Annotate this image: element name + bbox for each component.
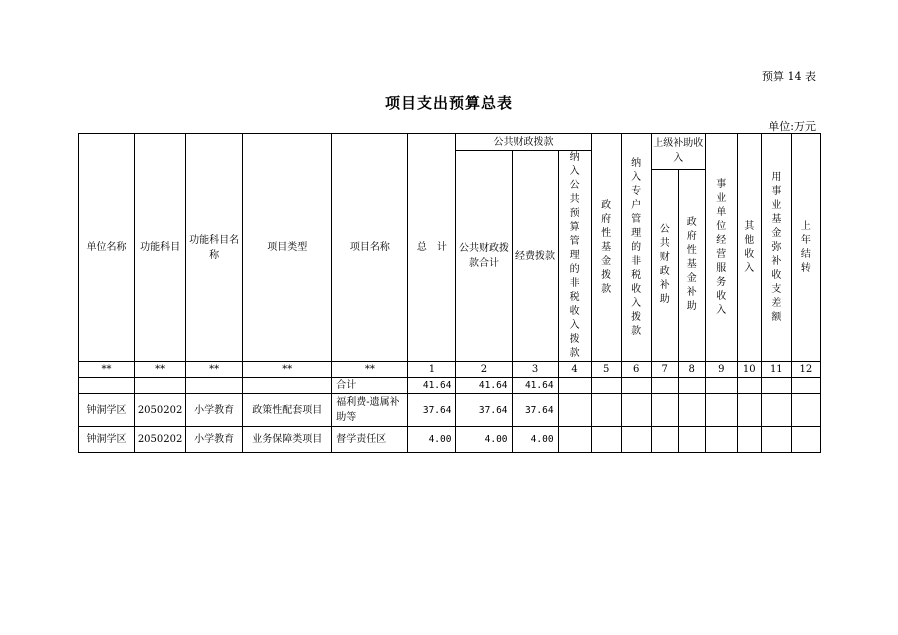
col-business-income: 事业单位经营服务收入: [705, 134, 737, 362]
public-total-cell: 37.64: [456, 394, 512, 427]
index-cell: 5: [591, 362, 621, 378]
col-carryover: 上年结转: [791, 134, 820, 362]
public-total-cell: 4.00: [456, 427, 512, 453]
index-cell: **: [332, 362, 408, 378]
funding-cell: 37.64: [512, 394, 558, 427]
index-cell: 1: [408, 362, 456, 378]
table-number: 预算 14 表: [762, 70, 816, 83]
total-cell: 37.64: [408, 394, 456, 427]
index-row: [79, 362, 821, 378]
col-funding: 经费拨款: [512, 151, 558, 362]
col-public-finance-total: 公共财政拨款合计: [456, 151, 512, 362]
code-cell: 2050202: [135, 427, 186, 453]
table-row: [79, 394, 821, 427]
total-public-value: 41.64: [456, 378, 512, 394]
index-cell: 4: [558, 362, 591, 378]
name-cell: 福利费-遗属补助等: [332, 394, 408, 427]
name-cell: 督学责任区: [332, 427, 408, 453]
index-cell: 8: [678, 362, 705, 378]
col-func-name: 功能科目名称: [186, 134, 243, 362]
col-func-code: 功能科目: [135, 134, 186, 362]
col-unit-name: 单位名称: [79, 134, 135, 362]
total-funding-value: 41.64: [512, 378, 558, 394]
type-cell: 政策性配套项目: [243, 394, 332, 427]
index-cell: 10: [737, 362, 761, 378]
type-cell: 业务保障类项目: [243, 427, 332, 453]
budget-table: [78, 133, 821, 453]
total-cell: 4.00: [408, 427, 456, 453]
page-title: 项目支出预算总表: [384, 94, 513, 112]
index-cell: 12: [791, 362, 820, 378]
col-group-superior: 上级补助收入: [651, 134, 705, 170]
index-cell: 11: [761, 362, 791, 378]
index-cell: 3: [512, 362, 558, 378]
index-cell: **: [243, 362, 332, 378]
col-fund-balance: 用事业基金弥补收支差额: [761, 134, 791, 362]
unit-cell: 钟洞学区: [79, 427, 135, 453]
index-cell: **: [79, 362, 135, 378]
col-other-income: 其他收入: [737, 134, 761, 362]
funding-cell: 4.00: [512, 427, 558, 453]
col-total: 总 计: [408, 134, 456, 362]
index-cell: **: [135, 362, 186, 378]
total-label: 合计: [332, 378, 408, 394]
func-cell: 小学教育: [186, 394, 243, 427]
total-value: 41.64: [408, 378, 456, 394]
index-cell: **: [186, 362, 243, 378]
col-gov-fund: 政府性基金拨款: [591, 134, 621, 362]
unit-label: 单位:万元: [768, 120, 816, 133]
col-group-public-finance: 公共财政拨款: [456, 134, 591, 151]
total-row: [79, 378, 821, 394]
index-cell: 2: [456, 362, 512, 378]
index-cell: 6: [621, 362, 651, 378]
code-cell: 2050202: [135, 394, 186, 427]
col-project-type: 项目类型: [243, 134, 332, 362]
table-row: [79, 427, 821, 453]
func-cell: 小学教育: [186, 427, 243, 453]
col-public-subsidy: 公共财政补助: [651, 169, 678, 361]
col-nontax: 纳入公共预算管理的非税收入拨款: [558, 151, 591, 362]
col-gov-fund-subsidy: 政府性基金补助: [678, 169, 705, 361]
index-cell: 7: [651, 362, 678, 378]
unit-cell: 钟洞学区: [79, 394, 135, 427]
col-special-nontax: 纳入专户管理的非税收入拨款: [621, 134, 651, 362]
col-project-name: 项目名称: [332, 134, 408, 362]
index-cell: 9: [705, 362, 737, 378]
